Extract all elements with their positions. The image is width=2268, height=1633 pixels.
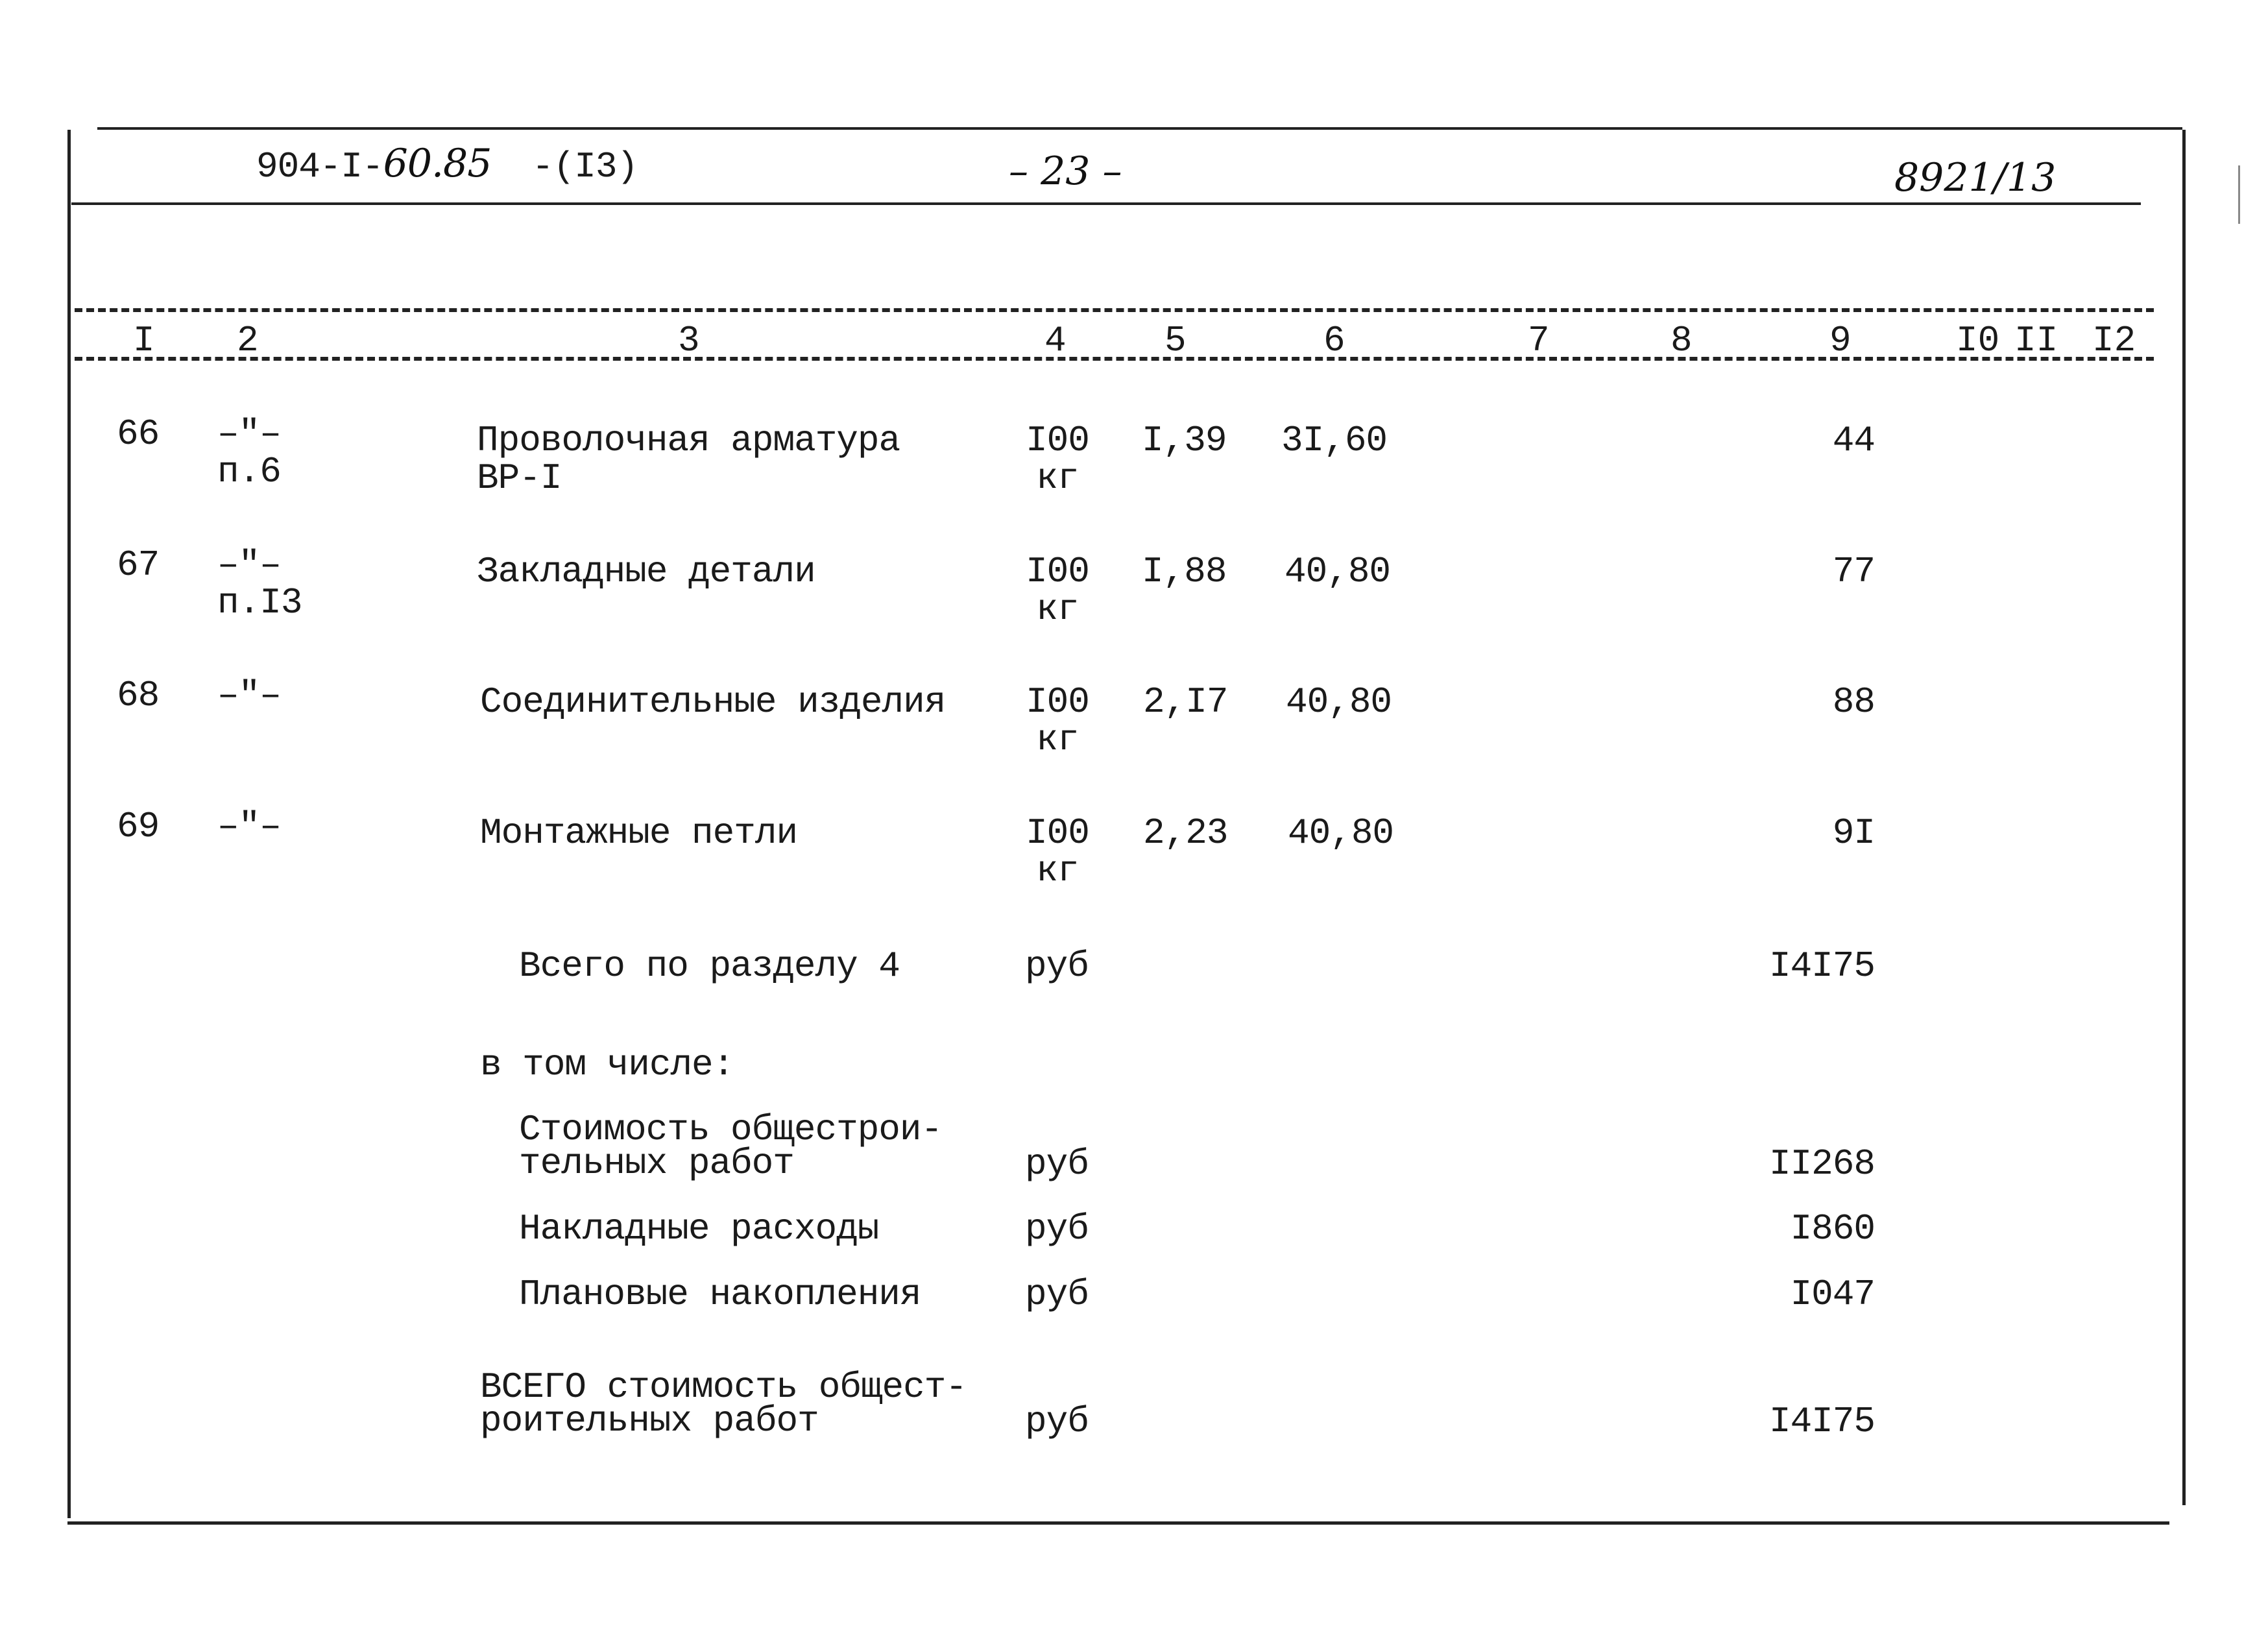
row-unit-price: 40,80 <box>1286 681 1392 723</box>
row-number: 68 <box>117 675 160 716</box>
summary-item-unit: руб <box>1025 1274 1089 1315</box>
row-reference: –"– п.I3 <box>217 544 302 623</box>
summary-item-value: I860 <box>1790 1208 1875 1250</box>
including-label: в том числе: <box>480 1044 734 1085</box>
column-number: 3 <box>678 320 700 361</box>
row-number: 69 <box>117 806 160 847</box>
document-code <box>256 143 638 186</box>
column-number: 7 <box>1528 320 1550 361</box>
row-total: 9I <box>1832 812 1875 854</box>
section-total-unit: руб <box>1025 945 1089 987</box>
column-number: I2 <box>2092 320 2136 361</box>
row-name: Соединительные изделия <box>480 681 946 723</box>
row-number: 67 <box>117 544 160 586</box>
row-reference: –"– <box>217 806 281 847</box>
row-total: 44 <box>1832 420 1875 461</box>
column-number: I0 <box>1956 320 2000 361</box>
summary-item-unit: руб <box>1025 1143 1089 1185</box>
row-unit: I00 кг <box>1026 681 1089 760</box>
row-unit: I00 кг <box>1026 420 1089 499</box>
header-bottom-line <box>71 202 2141 205</box>
row-unit: I00 кг <box>1026 812 1089 891</box>
document-code-suffix: -(I3) <box>532 146 638 187</box>
document-code-prefix: 904-I- <box>256 146 383 187</box>
column-number: 9 <box>1829 320 1852 361</box>
row-number: 66 <box>117 413 160 455</box>
section-total-value: I4I75 <box>1768 945 1875 987</box>
column-header-top-dash <box>75 308 2154 312</box>
row-reference: –"– п.6 <box>217 413 281 492</box>
summary-item-label: Стоимость общестрои- тельных работ <box>519 1109 943 1184</box>
grand-total-value: I4I75 <box>1768 1401 1875 1442</box>
row-unit-price: 40,80 <box>1285 551 1391 592</box>
section-total-label: Всего по разделу 4 <box>519 945 900 987</box>
summary-item-unit: руб <box>1025 1208 1089 1250</box>
frame-right-border <box>2182 130 2186 1505</box>
column-number: I <box>133 320 155 361</box>
row-name: Монтажные петли <box>480 812 798 854</box>
summary-item-label: Накладные расходы <box>519 1208 879 1250</box>
row-unit-price: 3I,60 <box>1281 420 1388 461</box>
row-quantity: I,39 <box>1142 420 1227 461</box>
column-number: 6 <box>1323 320 1345 361</box>
summary-item-value: II268 <box>1768 1143 1875 1185</box>
frame-top-line <box>97 127 2182 130</box>
column-number: 8 <box>1671 320 1693 361</box>
row-total: 88 <box>1832 681 1875 723</box>
grand-total-unit: руб <box>1025 1401 1089 1442</box>
row-unit-price: 40,80 <box>1288 812 1394 854</box>
row-total: 77 <box>1832 551 1875 592</box>
grand-total-label: ВСЕГО стоимость общест- роительных работ <box>480 1366 967 1442</box>
row-reference: –"– <box>217 675 281 716</box>
column-number: 5 <box>1164 320 1187 361</box>
row-unit: I00 кг <box>1026 551 1089 630</box>
column-number: 4 <box>1044 320 1067 361</box>
column-number: 2 <box>237 320 259 361</box>
summary-item-label: Плановые накопления <box>519 1274 921 1315</box>
frame-bottom-line <box>67 1521 2169 1525</box>
column-number: II <box>2014 320 2058 361</box>
row-quantity: 2,23 <box>1143 812 1228 854</box>
frame-left-border <box>67 130 71 1518</box>
row-quantity: I,88 <box>1142 551 1227 592</box>
summary-item-value: I047 <box>1790 1274 1875 1315</box>
page-number: – 23 – <box>1009 149 1122 194</box>
row-name: Закладные детали <box>477 551 815 592</box>
margin-mark <box>2238 165 2240 224</box>
document-code-handwritten: 60.85 <box>383 141 492 186</box>
row-quantity: 2,I7 <box>1143 681 1228 723</box>
archive-number: 8921/13 <box>1894 155 2057 200</box>
row-name: Проволочная арматура ВР-I <box>477 420 900 499</box>
